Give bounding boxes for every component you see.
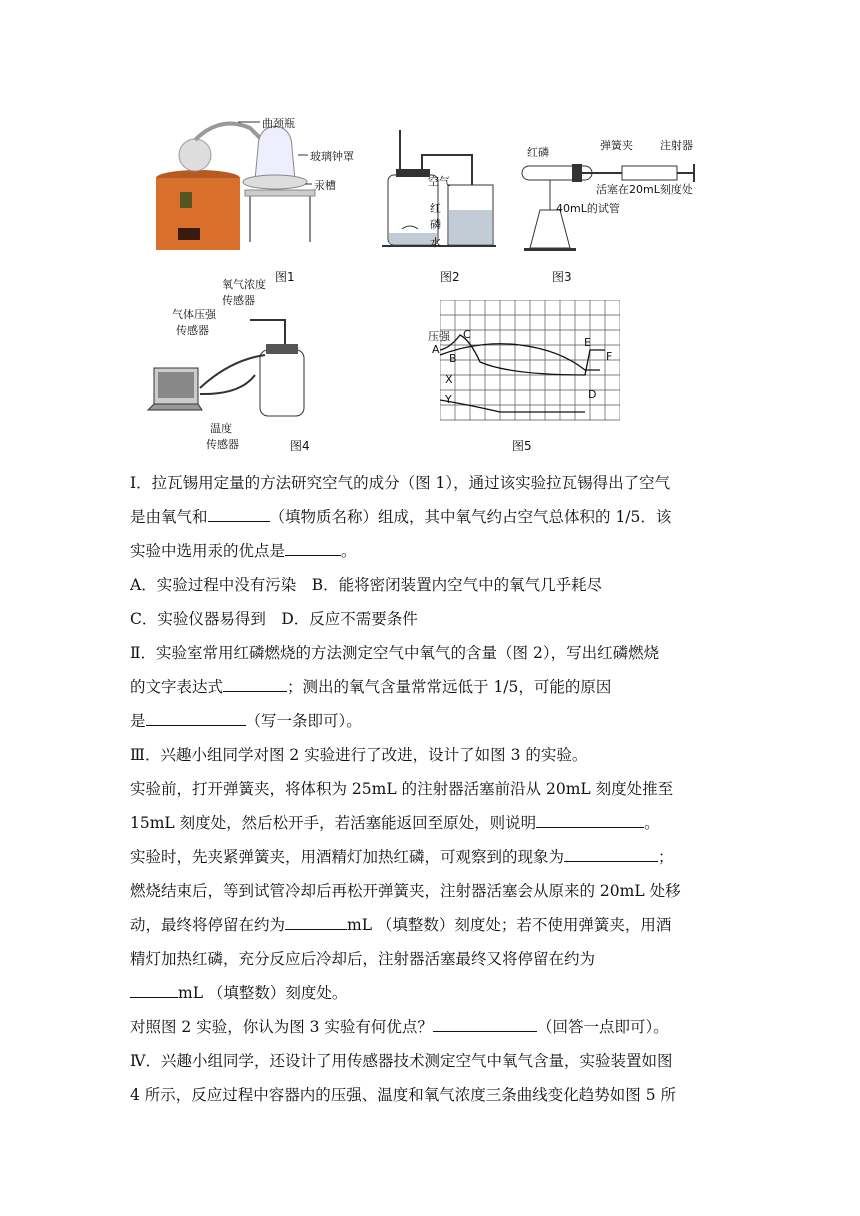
fig3-label-syringe: 注射器 (660, 139, 693, 152)
text-line: Ⅱ．实验室常用红磷燃烧的方法测定空气中氧气的含量（图 2），写出红磷燃烧 (130, 644, 660, 662)
text-line: 4 所示，反应过程中容器内的压强、温度和氧气浓度三条曲线变化趋势如图 5 所 (130, 1086, 677, 1104)
option-line: A．实验过程中没有污染 B．能将密闭装置内空气中的氧气几乎耗尽 (130, 576, 603, 594)
text-line: 实验前，打开弹簧夹，将体积为 25mL 的注射器活塞前沿从 20mL 刻度处推至 (130, 780, 674, 798)
fig4-caption: 图4 (290, 439, 310, 453)
answer-blank[interactable] (536, 811, 644, 828)
text-line: 是由氧气和 （填物质名称）组成，其中氧气约占空气总体积的 1/5．该 (130, 500, 740, 534)
fig3-label-plunger: 活塞在20mL刻度处 (596, 183, 693, 196)
answer-blank[interactable] (433, 1015, 537, 1032)
fig3-label-tube: 40mL的试管 (556, 202, 620, 215)
fig2-label-red-2: 磷 (430, 218, 441, 231)
figure-1-apparatus (150, 110, 340, 260)
text-line: 燃烧结束后，等到试管冷却后再松开弹簧夹，注射器活塞会从原来的 20mL 处移 (130, 882, 681, 900)
fig5-caption: 图5 (512, 439, 532, 453)
fig5-label-pressure: 压强 (428, 330, 450, 343)
fig4-label-temp-1: 温度 (210, 422, 232, 435)
fig2-label-red-1: 红 (430, 202, 441, 215)
fig1-label-trough: 汞槽 (314, 179, 336, 192)
fig4-label-temp-2: 传感器 (206, 438, 239, 451)
fig5-label-D: D (588, 388, 597, 401)
text-line: 的文字表达式 ；测出的氧气含量常常远低于 1/5，可能的原因 (130, 670, 740, 704)
question-text (130, 466, 740, 1112)
option-line: C．实验仪器易得到 D．反应不需要条件 (130, 610, 418, 628)
fig4-label-gas-2: 传感器 (176, 324, 209, 337)
fig5-label-Y: Y (445, 393, 452, 406)
fig4-label-o2-1: 氧气浓度 (222, 278, 266, 291)
text-line: 15mL 刻度处，然后松开手，若活塞能返回至原处，则说明 。 (130, 806, 740, 840)
figure-2-apparatus (382, 125, 502, 255)
fig2-label-water: 水 (430, 236, 441, 249)
fig4-label-o2-2: 传感器 (222, 294, 255, 307)
fig4-label-gas-1: 气体压强 (172, 308, 216, 321)
text-line: 对照图 2 实验，你认为图 3 实验有何优点？ （回答一点即可）。 (130, 1010, 740, 1044)
fig1-label-retort: 曲颈瓶 (262, 117, 295, 130)
text-line: 精灯加热红磷，充分反应后冷却后，注射器活塞最终又将停留在约为 (130, 950, 596, 968)
answer-blank[interactable] (130, 981, 178, 998)
fig5-label-B: B (449, 352, 457, 365)
fig5-label-E: E (584, 336, 591, 349)
fig3-caption: 图3 (552, 270, 572, 284)
text-line: Ⅲ．兴趣小组同学对图 2 实验进行了改进，设计了如图 3 的实验。 (130, 746, 588, 764)
answer-blank[interactable] (223, 675, 287, 692)
text-line: 实验中选用汞的优点是 。 (130, 534, 740, 568)
fig2-caption: 图2 (440, 270, 460, 284)
answer-blank[interactable] (208, 505, 270, 522)
fig1-label-bell-jar: 玻璃钟罩 (310, 150, 354, 163)
text-line: mL （填整数）刻度处。 (130, 976, 740, 1010)
fig1-caption: 图1 (275, 270, 295, 284)
text-line: 是 （写一条即可）。 (130, 704, 740, 738)
text-line: 实验时，先夹紧弹簧夹，用酒精灯加热红磷，可观察到的现象为 ； (130, 840, 740, 874)
text-line: Ⅳ．兴趣小组同学，还设计了用传感器技术测定空气中氧气含量，实验装置如图 (130, 1052, 673, 1070)
fig5-label-A: A (432, 343, 440, 356)
answer-blank[interactable] (285, 913, 347, 930)
answer-blank[interactable] (285, 539, 341, 556)
fig3-label-red-p: 红磷 (527, 146, 549, 159)
fig5-label-F: F (606, 350, 613, 363)
figure-5-graph (440, 300, 620, 425)
text-line: I．拉瓦锡用定量的方法研究空气的成分（图 1），通过该实验拉瓦锡得出了空气 (130, 474, 671, 492)
fig5-label-C: C (463, 328, 471, 341)
fig5-label-X: X (445, 373, 453, 386)
answer-blank[interactable] (146, 709, 246, 726)
fig3-label-clip: 弹簧夹 (600, 139, 633, 152)
text-line: 动，最终将停留在约为 mL （填整数）刻度处；若不使用弹簧夹，用酒 (130, 908, 740, 942)
figure-4-apparatus (140, 300, 320, 425)
fig2-label-air: 空气 (428, 175, 450, 188)
answer-blank[interactable] (564, 845, 658, 862)
